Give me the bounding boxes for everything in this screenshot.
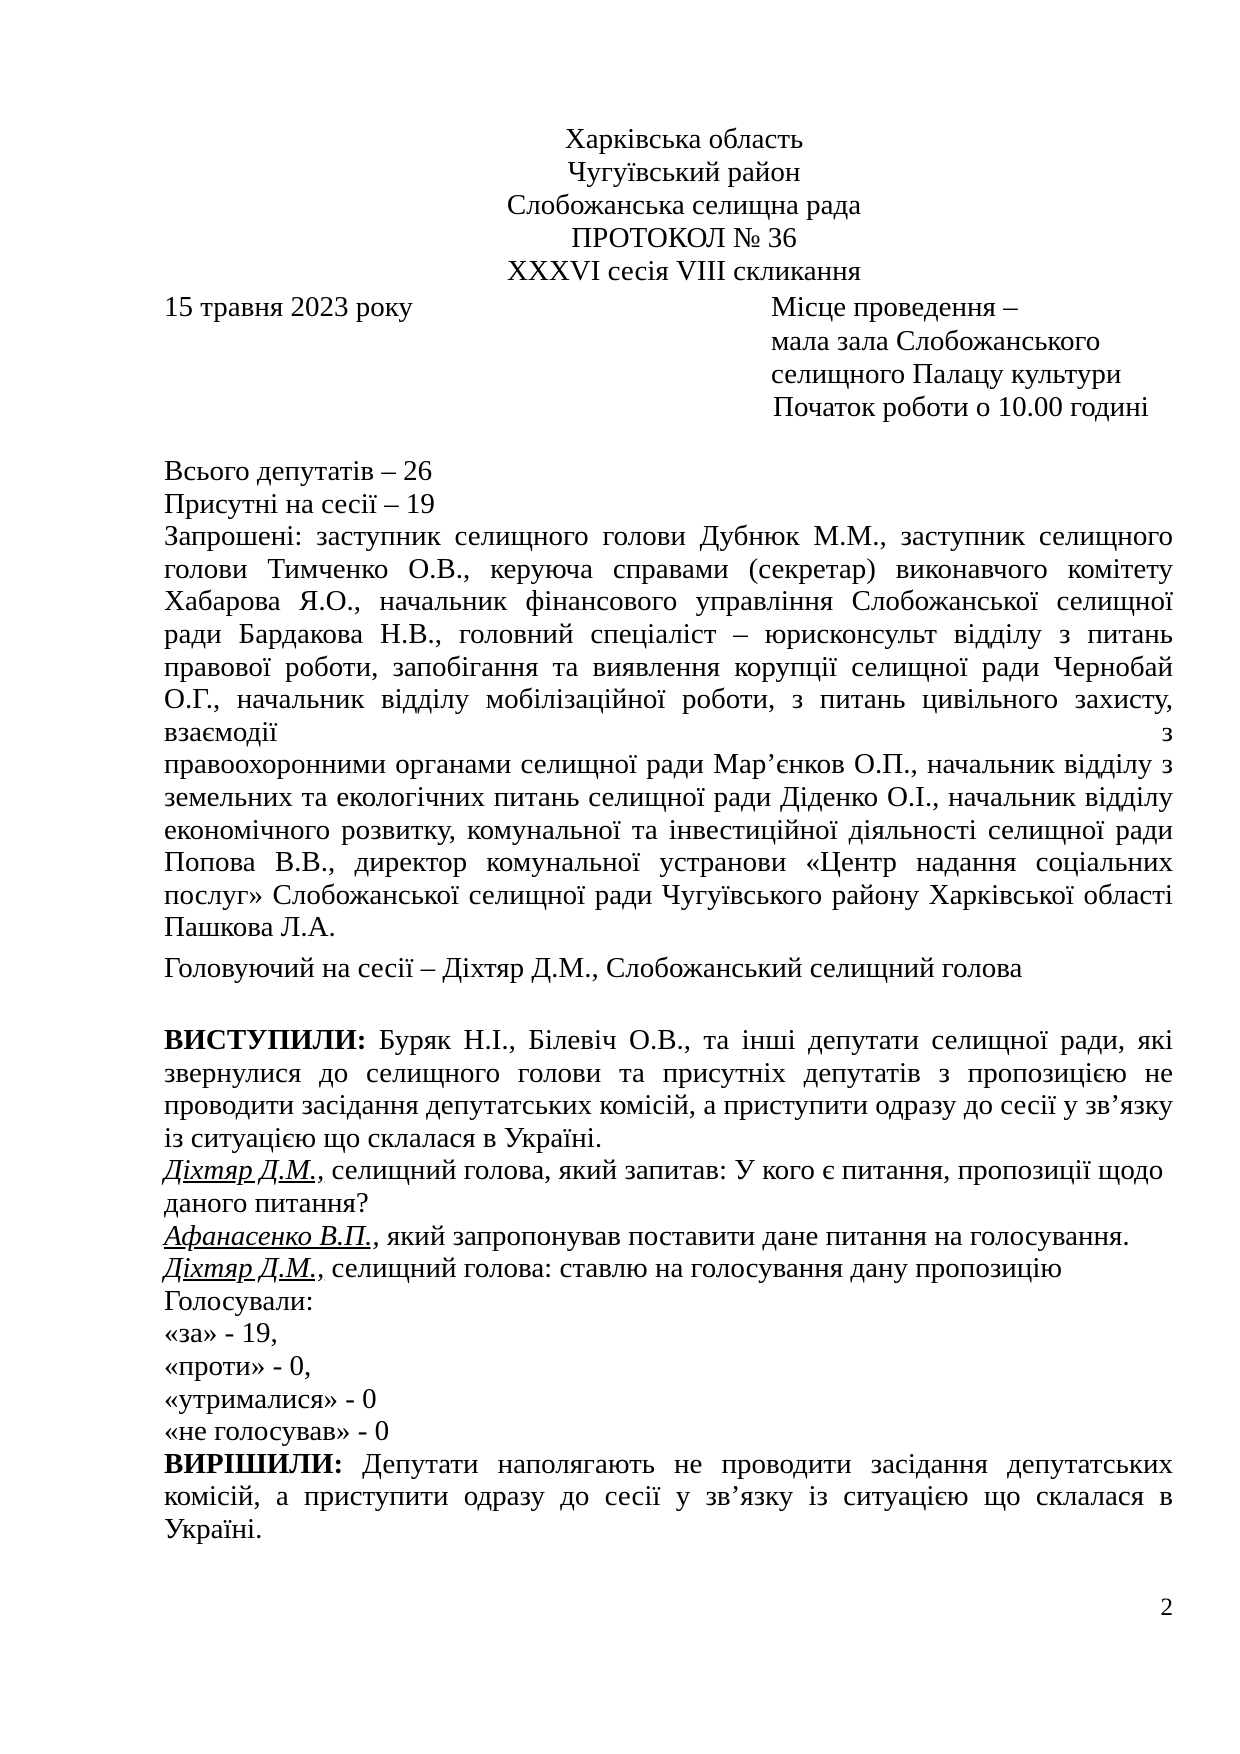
vote-not-voted: «не голосував» - 0 [164, 1415, 390, 1448]
spoke-text-2: звернулися до селищного голови та присутніх депутатів з пропозицією не [164, 1056, 1173, 1089]
chairperson: Головуючий на сесії – Діхтяр Д.М., Слобожанський селищний голова [164, 952, 1023, 984]
header-block [0, 123, 1240, 288]
header-council: Слобожанська селищна рада [506, 189, 862, 221]
invited-line: правоохоронними органами селищної ради Мар’єнков О.П., начальник відділу з [164, 748, 1173, 781]
spoke-text-3: проводити засідання депутатських комісій, а приступити одразу до сесії у зв’язку [164, 1089, 1173, 1122]
spoke-label: ВИСТУПИЛИ: [164, 1024, 367, 1056]
invited-line: Запрошені: заступник селищного голови Дубнюк М.М., заступник селищного [164, 520, 1173, 553]
spoke-section [164, 1024, 1173, 1546]
invited-list [164, 520, 1173, 911]
invited-line: земельних та екологічних питань селищної ради Діденко О.І., начальник відділу [164, 780, 1173, 813]
spoke-text-4: із ситуацією що склалася в Україні. [164, 1121, 603, 1154]
decided-label: ВИРІШИЛИ: [164, 1447, 344, 1480]
vote-abstained: «утрималися» - 0 [164, 1382, 377, 1415]
place-label: Місце проведення – [771, 291, 1018, 323]
spoke-text-1: Буряк Н.І., Білевіч О.В., та інші депутати селищної ради, які [366, 1024, 1173, 1056]
speaker-name: Діхтяр Д.М., [164, 1252, 325, 1285]
invited-line: правової роботи, запобігання та виявлення корупції селищної ради Чернобай [164, 650, 1173, 683]
page-number: 2 [1160, 1594, 1173, 1621]
invited-last-line: Пашкова Л.А. [164, 911, 336, 944]
place-line-1: мала зала Слобожанського [771, 325, 1101, 357]
session-title: XXXVI сесія VIII скликання [506, 255, 862, 287]
vote-against: «проти» - 0, [164, 1349, 312, 1382]
invited-line: Попова В.В., директор комунальної устранови «Центр надання соціальних [164, 846, 1173, 879]
attendance-block [164, 455, 1173, 944]
speaker-name: Афанасенко В.П., [164, 1219, 380, 1252]
invited-line: Хабарова Я.О., начальник фінансового управління Слобожанської селищної [164, 585, 1173, 618]
invited-line: ради Бардакова Н.В., головний спеціаліст – юрисконсульт відділу з питань [164, 617, 1173, 650]
discussion-line: даного питання? [164, 1186, 369, 1219]
invited-line: О.Г., начальник відділу мобілізаційної роботи, з питань цивільного захисту, взаємодії з [164, 683, 1173, 748]
decided-text-3: Україні. [164, 1512, 263, 1545]
speaker-name: Діхтяр Д.М., [164, 1154, 325, 1187]
header-district: Чугуївський район [567, 156, 801, 188]
decided-text-2: комісій, а приступити одразу до сесії у зв’язку із ситуацією що склалася в [164, 1480, 1173, 1513]
discussion-line: Діхтяр Д.М., селищний голова, який запитав: У кого є питання, пропозиції щодо [164, 1154, 1164, 1187]
discussion-line: Афанасенко В.П., який запропонував поставити дане питання на голосування. [164, 1219, 1130, 1252]
invited-line: послуг» Слобожанської селищної ради Чугуївського району Харківської області [164, 878, 1173, 911]
discussion-line: Діхтяр Д.М., селищний голова: ставлю на голосування дану пропозицію [164, 1252, 1063, 1285]
vote-label: Голосували: [164, 1284, 314, 1317]
session-date: 15 травня 2023 року [164, 291, 413, 323]
start-time: Початок роботи о 10.00 годині [773, 391, 1149, 423]
invited-line: голови Тимченко О.В., керуюча справами (секретар) виконавчого комітету [164, 552, 1173, 585]
place-line-2: селищного Палацу культури [771, 358, 1122, 390]
protocol-title: ПРОТОКОЛ № 36 [571, 222, 797, 254]
total-deputies: Всього депутатів – 26 [164, 455, 433, 487]
header-region: Харківська область [564, 123, 804, 155]
invited-line: економічного розвитку, комунальної та інвестиційної діяльності селищної ради [164, 813, 1173, 846]
vote-for: «за» - 19, [164, 1317, 278, 1350]
decided-text-1: Депутати наполягають не проводити засідання депутатських [343, 1447, 1173, 1480]
present-deputies: Присутні на сесії – 19 [164, 487, 435, 520]
